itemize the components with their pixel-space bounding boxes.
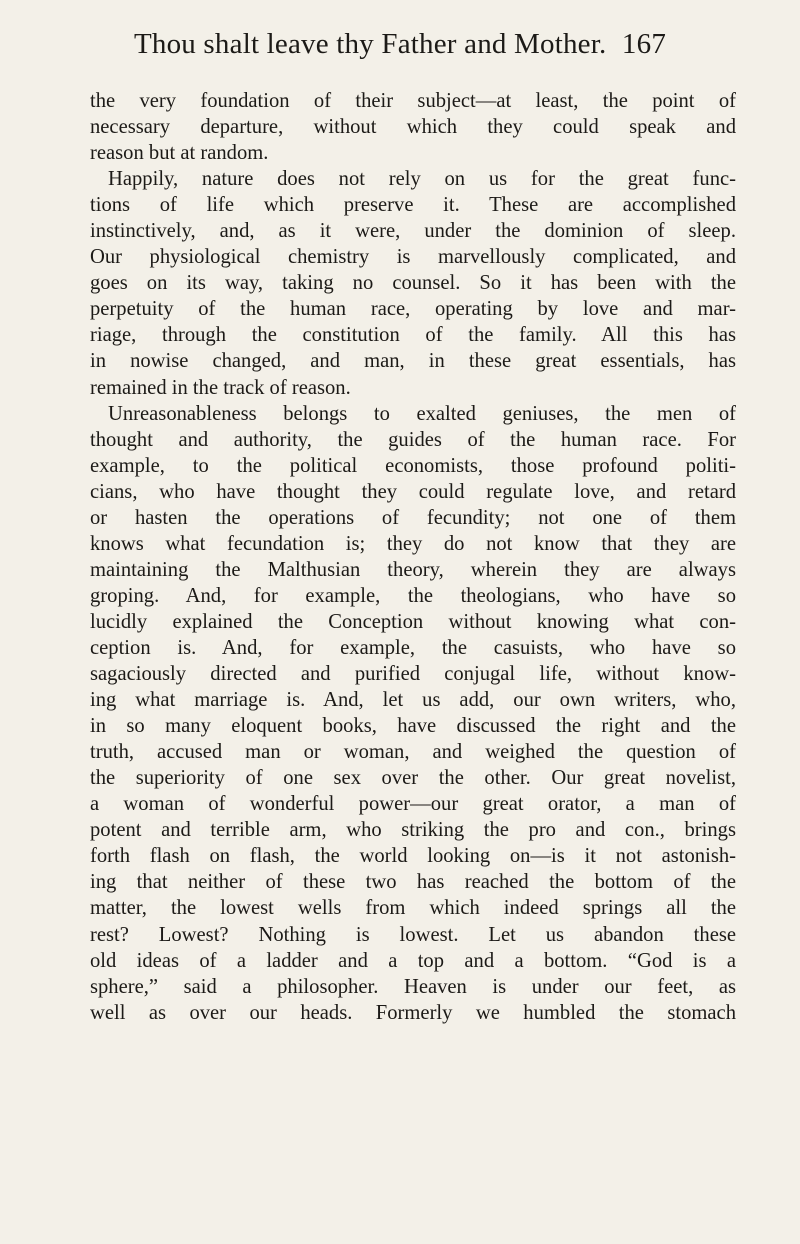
text-line: Our physiological chemistry is marvellously complicated, and xyxy=(90,246,736,269)
text-line: or hasten the operations of fecundity; not one of them xyxy=(90,506,736,529)
text-line: sphere,” said a philosopher. Heaven is under our feet, as xyxy=(90,975,736,998)
text-line: ception is. And, for example, the casuists, who have so xyxy=(90,636,736,659)
text-line: reason but at random. xyxy=(90,142,269,165)
text-line: cians, who have thought they could regulate love, and retard xyxy=(90,480,736,503)
text-line: example, to the political economists, those profound politi- xyxy=(90,454,736,477)
body-text xyxy=(90,88,736,1026)
text-line: a woman of wonderful power—our great orator, a man of xyxy=(90,793,736,816)
text-line: Happily, nature does not rely on us for the great func- xyxy=(108,168,736,191)
text-line: Unreasonableness belongs to exalted geniuses, the men of xyxy=(108,402,736,425)
text-line: remained in the track of reason. xyxy=(90,376,351,399)
text-line: well as over our heads. Formerly we humbled the stomach xyxy=(90,1001,736,1024)
text-line: sagaciously directed and purified conjugal life, without know- xyxy=(90,663,736,686)
text-line: the superiority of one sex over the other. Our great novelist, xyxy=(90,767,736,790)
text-line: in so many eloquent books, have discussed the right and the xyxy=(90,715,736,738)
text-line: knows what fecundation is; they do not know that they are xyxy=(90,532,736,555)
running-head xyxy=(0,28,800,61)
text-line: ing what marriage is. And, let us add, our own writers, who, xyxy=(90,689,736,712)
text-line: instinctively, and, as it were, under the dominion of sleep. xyxy=(90,220,736,243)
page-number: 167 xyxy=(621,28,667,60)
text-line: thought and authority, the guides of the human race. For xyxy=(90,428,736,451)
text-line: riage, through the constitution of the family. All this has xyxy=(90,324,736,347)
text-line: truth, accused man or woman, and weighed the question of xyxy=(90,741,736,764)
text-line: tions of life which preserve it. These are accomplished xyxy=(90,194,736,217)
text-line: the very foundation of their subject—at least, the point of xyxy=(90,90,736,112)
text-line: potent and terrible arm, who striking the pro and con., brings xyxy=(90,819,736,842)
text-line: old ideas of a ladder and a top and a bottom. “God is a xyxy=(90,949,736,972)
text-line: forth flash on flash, the world looking on—is it not astonish- xyxy=(90,845,736,868)
text-line: in nowise changed, and man, in these great essentials, has xyxy=(90,350,736,373)
text-line: maintaining the Malthusian theory, wherein they are always xyxy=(90,558,736,581)
text-line: lucidly explained the Conception without knowing what con- xyxy=(90,610,736,633)
text-line: goes on its way, taking no counsel. So it has been with the xyxy=(90,272,736,295)
running-title: Thou shalt leave thy Father and Mother. xyxy=(133,28,607,60)
text-line: matter, the lowest wells from which indeed springs all the xyxy=(90,897,736,920)
text-line: rest? Lowest? Nothing is lowest. Let us abandon these xyxy=(90,923,736,946)
text-line: necessary departure, without which they could speak and xyxy=(90,116,736,139)
text-line: perpetuity of the human race, operating by love and mar- xyxy=(90,298,736,321)
text-line: groping. And, for example, the theologians, who have so xyxy=(90,584,736,607)
text-line: ing that neither of these two has reached the bottom of the xyxy=(90,871,736,894)
